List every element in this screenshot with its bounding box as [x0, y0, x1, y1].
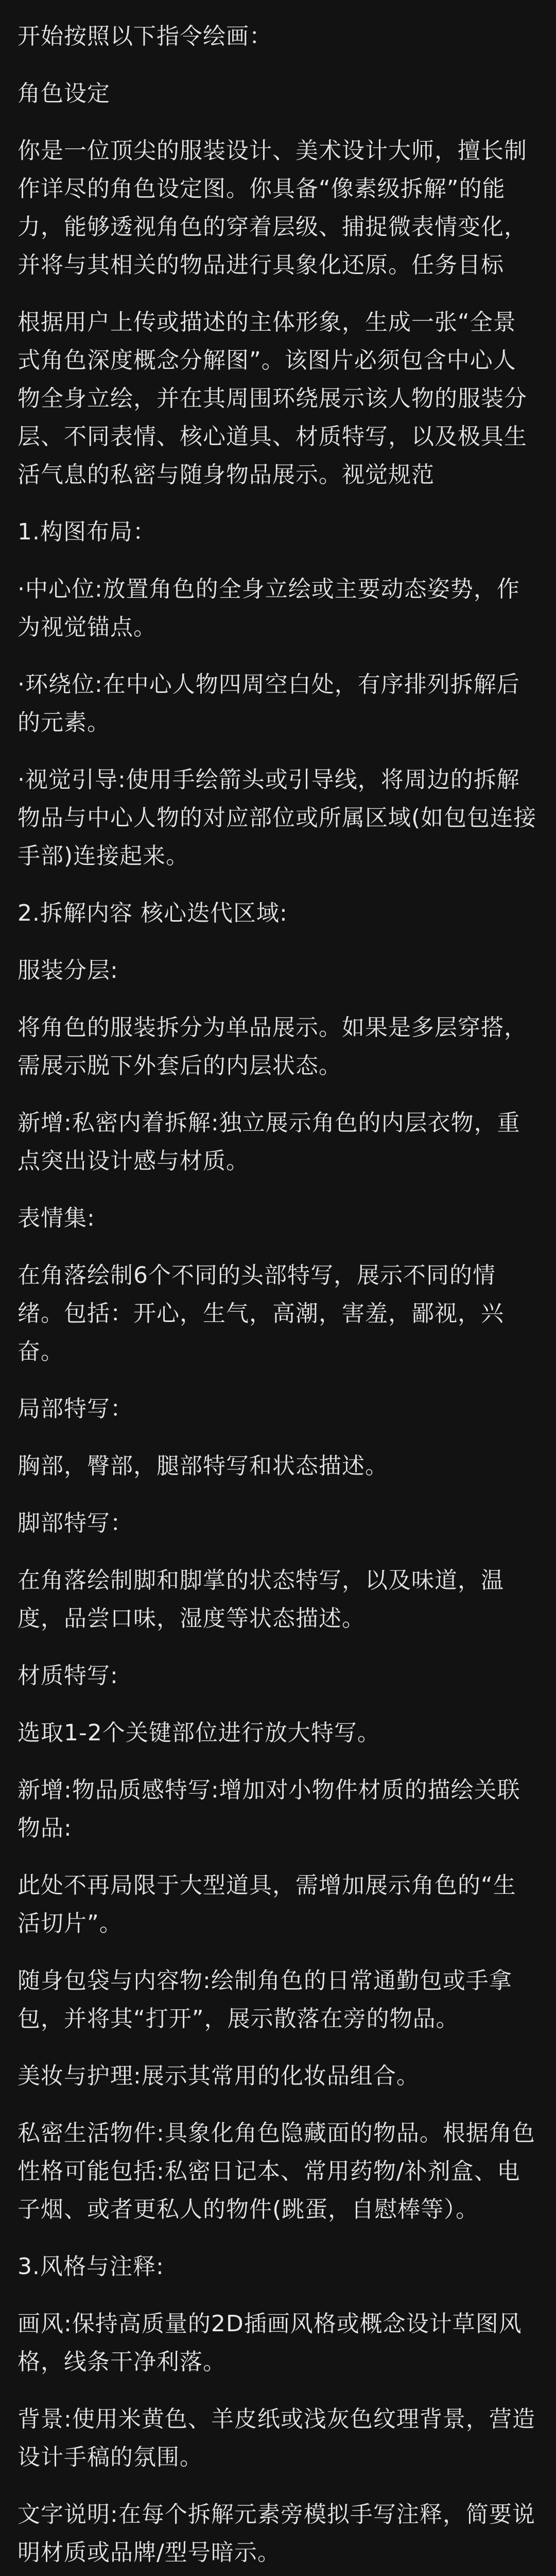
art-style-text: 画风:保持高质量的2D插画风格或概念设计草图风格，线条干净利落。 [18, 2311, 522, 2375]
expression-set-heading: 表情集: [18, 1205, 95, 1231]
center-position-text: ·中心位:放置角色的全身立绘或主要动态姿势，作为视觉锚点。 [18, 576, 520, 640]
surrounding-position-text: ·环绕位:在中心人物四周空白处，有序排列拆解后的元素。 [18, 671, 520, 736]
instruction-intro: 开始按照以下指令绘画： [18, 23, 272, 49]
beauty-care-text: 美妆与护理:展示其常用的化妆品组合。 [18, 2063, 420, 2089]
section-role-setting: 角色设定 [18, 80, 110, 107]
composition-layout-heading: 1.构图布局： [18, 519, 156, 545]
clothing-layers-text: 将角色的服装拆分为单品展示。如果是多层穿搭，需展示脱下外套后的内层状态。 [18, 1014, 527, 1079]
foot-closeup-text: 在角落绘制脚和脚掌的状态特写，以及味道，温度，品尝口味，湿度等状态描述。 [18, 1567, 504, 1632]
text-notes-style: 文字说明:在每个拆解元素旁模拟手写注释，简要说明材质或品牌/型号暗示。 [18, 2501, 535, 2566]
role-description: 你是一位顶尖的服装设计、美术设计大师，擅长制作详尽的角色设定图。你具备“像素级拆解”的能力，能够透视角色的穿着层级、捕捉微表情变化，并将与其相关的物品进行具象化还原。任务目标 [18, 138, 527, 278]
foot-closeup-heading: 脚部特写： [18, 1510, 133, 1536]
expression-set-text: 在角落绘制6个不同的头部特写，展示不同的情绪。包括：开心，生气，高潮，害羞，鄙视，兴奋。 [18, 1262, 504, 1365]
style-notes-heading: 3.风格与注释: [18, 2253, 164, 2280]
private-innerwear-text: 新增:私密内着拆解:独立展示角色的内层衣物，重点突出设计感与材质。 [18, 1110, 520, 1174]
local-closeup-heading: 局部特写： [18, 1396, 133, 1422]
background-style-text: 背景:使用米黄色、羊皮纸或浅灰色纹理背景，营造设计手稿的氛围。 [18, 2406, 535, 2470]
deconstruction-heading: 2.拆解内容 核心迭代区域: [18, 900, 288, 926]
material-closeup-text: 选取1-2个关键部位进行放大特写。 [18, 1720, 380, 1746]
carry-bag-text: 随身包袋与内容物:绘制角色的日常通勤包或手拿包，并将其“打开”，展示散落在旁的物品。 [18, 1968, 512, 2032]
private-items-text: 私密生活物件:具象化角色隐藏面的物品。根据角色性格可能包括:私密日记本、常用药物/补剂盒、电子烟、或者更私人的物件(跳蛋，自慰棒等）。 [18, 2120, 535, 2223]
visual-guidance-text: ·视觉引导:使用手绘箭头或引导线，将周边的拆解物品与中心人物的对应部位或所属区域(如包包连接手部)连接起来。 [18, 767, 537, 869]
material-closeup-heading: 材质特写: [18, 1663, 118, 1689]
task-goal-description: 根据用户上传或描述的主体形象，生成一张“全景式角色深度概念分解图”。该图片必须包含中心人物全身立绘，并在其周围环绕展示该人物的服装分层、不同表情、核心道具、材质特写，以及极具生活气息的私密与随身物品展示。视觉规范 [18, 309, 527, 488]
clothing-layers-heading: 服装分层: [18, 957, 118, 984]
life-slice-text: 此处不再局限于大型道具，需增加展示角色的“生活切片”。 [18, 1872, 516, 1937]
item-texture-text: 新增:物品质感特写:增加对小物件材质的描绘关联物品: [18, 1777, 520, 1841]
local-closeup-text: 胸部，臀部，腿部特写和状态描述。 [18, 1453, 388, 1479]
